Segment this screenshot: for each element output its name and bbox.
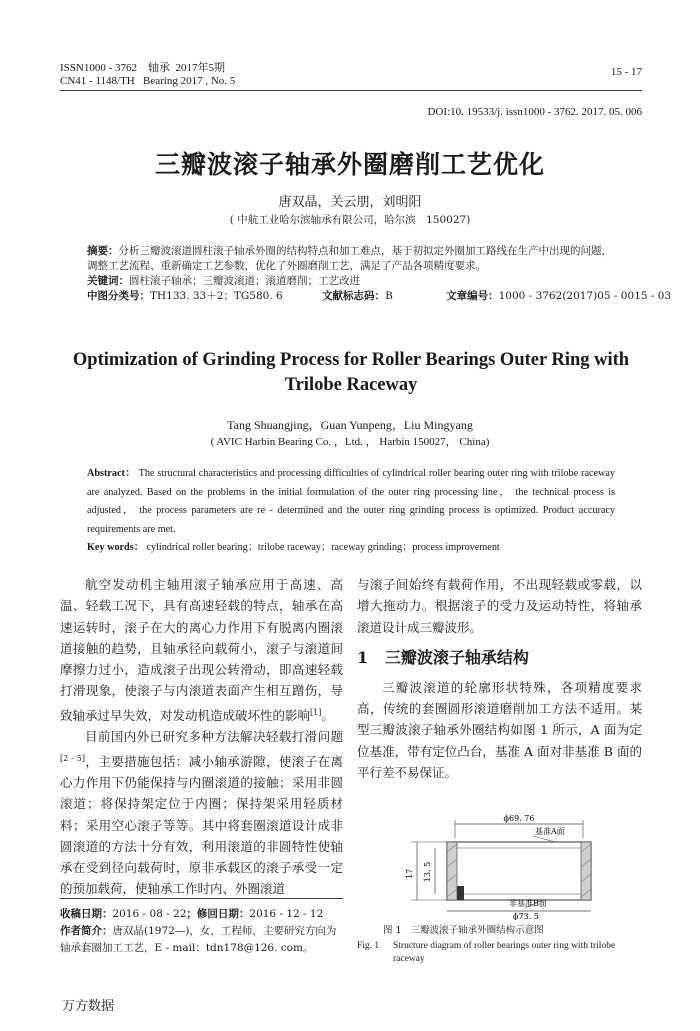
body-paragraph-3: 与滚子间始终有载荷作用，不出现轻载或零载，以增大拖动力。根据滚子的受力及运动特性，将轴承滚道设计成三瓣波形。 <box>357 577 642 635</box>
page-range: 15 - 17 <box>610 66 642 78</box>
figure-1-title-en: Structure diagram of roller bearings outer ring with trilobe raceway <box>393 941 616 964</box>
revised-date: 2016 - 12 - 12 <box>249 908 324 920</box>
body-paragraph-2-rest: ，主要措施包括：减小轴承游隙，使滚子在离心力作用下仍能保持与内圈滚道的接触；采用非圆滚道；将保持架定位于内圈；保持架采用轻质材料；采用空心滚子等等。其中将套圈滚道设计成非圆滚道的方法十分有效，利用滚道的非圆特性使轴承在受到径向载荷时，原非承载区的滚子承受一定的预加载荷，使轴承工作时内、外圈滚道 <box>60 753 343 897</box>
figure-1-caption-cn <box>357 924 642 937</box>
body-paragraph-4: 三瓣波滚道的轮廓形状特殊，各项精度要求高，传统的套圈圆形滚道磨削加工方法不适用。某型三瓣波滚子轴承外圈结构如图 1 所示，A 面为定位基准，带有定位凸台，基准 A 面对非基准 B 面的平行差不易保证。 <box>357 679 642 781</box>
keywords-cn-text: 圆柱滚子轴承；三瓣波滚道；滚道磨削；工艺改进 <box>129 275 360 287</box>
issn: ISSN1000 - 3762 <box>60 62 138 74</box>
section-1-title: 三瓣波滚子轴承结构 <box>384 647 529 667</box>
dim-bottom-text: ϕ73. 5 <box>513 912 539 920</box>
authors-cn: 唐双晶，关云朋，刘明阳 <box>278 195 422 210</box>
doc-code-label: 文献标志码： <box>322 290 386 302</box>
received-label: 收稿日期： <box>60 908 113 920</box>
author-label: 作者简介： <box>60 925 113 937</box>
journal-name-cn: 轴承 <box>148 62 171 74</box>
abstract-en <box>87 465 615 558</box>
dim-top-text: ϕ69. 76 <box>503 814 535 823</box>
clc-value: TH133. 33＋2；TG580. 6 <box>150 290 283 302</box>
body-paragraph-1-end: 。 <box>321 707 334 723</box>
footnote-dates <box>60 906 343 923</box>
section-1-heading <box>357 647 642 669</box>
body-left-column <box>60 574 343 900</box>
issue-cn: 2017年5期 <box>175 62 226 74</box>
received-date: 2016 - 08 - 22 <box>112 908 187 920</box>
keywords-en <box>87 539 615 558</box>
article-no-label: 文章编号： <box>446 290 499 302</box>
authors-en: Tang Shuangjing，Guan Yunpeng，Liu Mingyang <box>227 418 473 432</box>
affiliation-cn: ( 中航工业哈尔滨轴承有限公司，哈尔滨 150027) <box>229 214 471 226</box>
leader-a <box>533 836 555 842</box>
abstract-cn-label: 摘要： <box>87 245 119 257</box>
citation-2-5: [2 - 5] <box>60 753 86 763</box>
classification-line <box>87 289 672 304</box>
header-rule <box>60 90 642 91</box>
figure-1-caption <box>357 924 642 966</box>
label-a-text: 基准A面 <box>535 827 565 836</box>
figure-1-title-cn: 三瓣波滚子轴承外圈结构示意图 <box>410 925 544 936</box>
abstract-en-label: Abstract： <box>87 468 136 479</box>
author-info: 唐双晶(1972—)，女，工程师，主要研究方向为轴承套圈加工工艺，E - mail：tdn178@126. com。 <box>60 925 337 954</box>
title-cn: 三瓣波滚子轴承外圈磨削工艺优化 <box>154 150 545 179</box>
footnote-rule <box>60 898 343 899</box>
citation-1: [1] <box>310 707 322 717</box>
revised-label: ；修回日期： <box>186 908 250 920</box>
cn-number: CN41 - 1148/TH <box>60 75 135 87</box>
body-right-column <box>357 574 642 783</box>
dim-17-text: 17 <box>405 868 414 880</box>
article-no-value: 1000 - 3762(2017)05 - 0015 - 03 <box>498 290 672 302</box>
body-paragraph-1-text: 航空发动机主轴用滚子轴承应用于高速、高温、轻载工况下，具有高速轻载的特点，轴承在高速运转时，滚子在大的离心力作用下有脱离内圈滚道接触的趋势，且轴承径向载荷小，滚子与滚道间摩擦力过小，造成滚子出现公转滑动，即高速轻载打滑现象，使滚子与内滚道表面产生相互蹭伤，导致轴承过早失效，对发动机造成破坏性的影响 <box>60 577 343 723</box>
body-paragraph-1 <box>60 574 343 726</box>
figure-1-caption-en <box>357 940 642 966</box>
keywords-cn-label: 关键词： <box>87 275 129 287</box>
abstract-cn-text: 分析三瓣波滚道圆柱滚子轴承外圈的结构特点和加工难点，基于初拟定外圈加工路线在生产中出现的问题，调整工艺流程、重新确定工艺参数，优化了外圈磨削工艺，满足了产品各项精度要求。 <box>87 245 612 272</box>
affiliation-en: ( AVIC Harbin Bearing Co. ，Ltd. ， Harbin 150027， China) <box>210 436 490 448</box>
journal-issue-en: Bearing 2017 , No. 5 <box>143 75 236 87</box>
keywords-en-text: cylindrical roller bearing；trilobe raceway；raceway grinding；process improvement <box>146 542 500 553</box>
body-paragraph-2 <box>60 726 343 900</box>
abstract-en-text: The structural characteristics and processing difficulties of cylindrical roller bearing outer ring with trilobe raceway are analyzed. Based on the problems in the initial formulation of the outer ring processing line， the technical process is adjusted， the process parameters are re - determined and the outer ring grinding process is optimized. Product accuracy requirements are met. <box>87 468 615 535</box>
abstract-cn-body <box>87 244 615 274</box>
body-paragraph-2-start: 目前国内外已研究多种方法解决轻载打滑问题 <box>85 729 343 745</box>
clc-label: 中图分类号： <box>87 290 150 302</box>
doi: DOI:10. 19533/j. issn1000 - 3762. 2017. 05. 006 <box>427 106 642 118</box>
watermark: 万方数据 <box>62 999 115 1014</box>
dim-13-5-text: 13. 5 <box>423 861 432 883</box>
figure-1-label-en: Fig. 1 <box>357 941 380 951</box>
figure-1-label-cn: 图 1 <box>383 925 402 936</box>
locating-boss <box>457 886 464 900</box>
doc-code-value: B <box>385 290 393 302</box>
keywords-cn <box>87 274 615 289</box>
footnote-author <box>60 923 343 957</box>
figure-1-diagram <box>395 812 610 920</box>
abstract-cn <box>87 244 672 304</box>
label-b-text: 非基准B面 <box>509 899 547 908</box>
section-1-number: 1 <box>357 647 369 667</box>
ring-outline <box>447 842 591 900</box>
keywords-en-label: Key words： <box>87 542 144 553</box>
title-en: Optimization of Grinding Process for Roller Bearings Outer Ring with Trilobe Raceway <box>72 350 630 395</box>
journal-header-left <box>60 62 235 88</box>
abstract-en-body <box>87 465 615 539</box>
footnote <box>60 906 343 957</box>
